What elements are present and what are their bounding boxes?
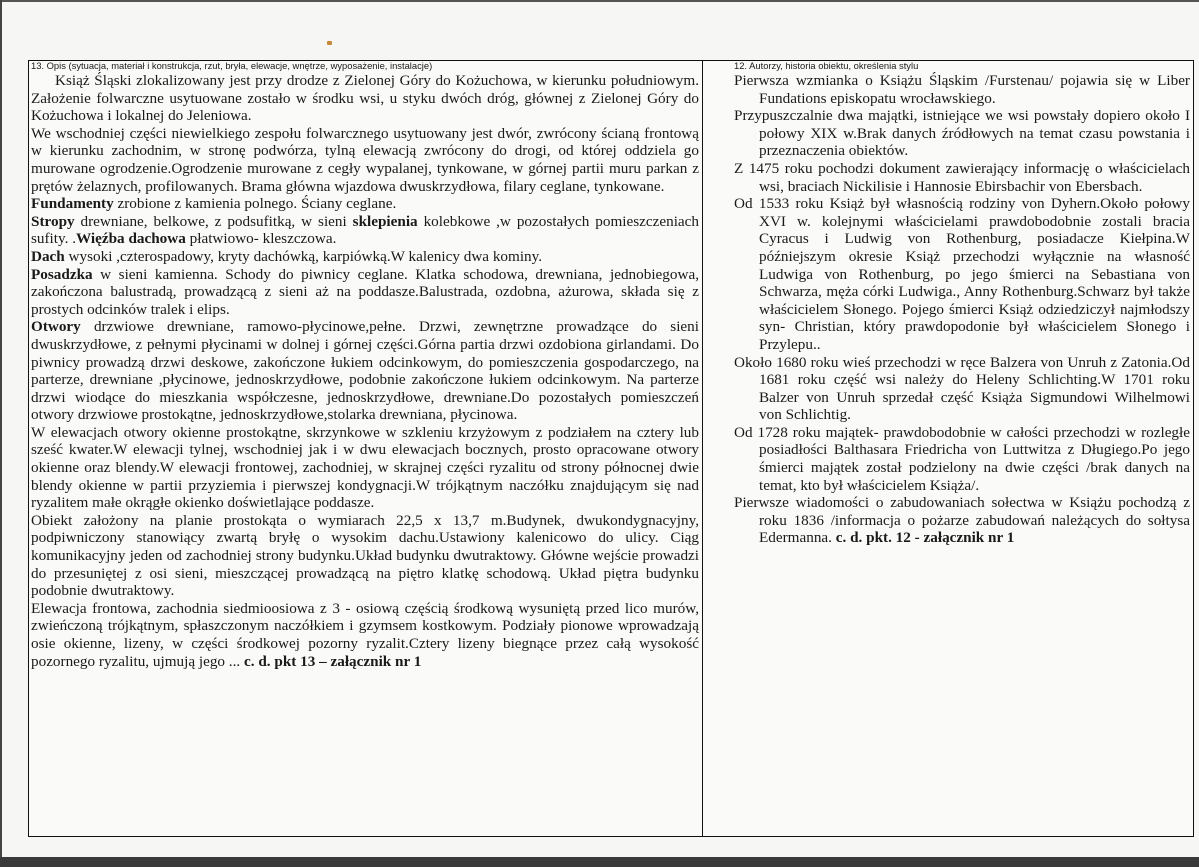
bold-term: Otwory <box>31 318 81 336</box>
scan-mark <box>327 41 332 45</box>
paragraph <box>31 424 699 512</box>
text-run: płatwiowo- kleszczowa. <box>185 230 337 248</box>
text-run: Elewacja frontowa, zachodnia siedmioosiowa z 3 - osiową częścią środkową wysuniętą przed lico murów, zwieńczoną trójkątnym, spłaszczonym naczółkiem i gzymsem kostkowym. Podziały pionowe wprowadzają osie okienne, lizeny, w części środkowej pozorny ryzalit.Cztery lizeny biegnące przez całą wysokość pozornego ryzalitu, ujmują jego ... <box>31 599 699 670</box>
paragraph <box>31 512 699 600</box>
text-run: Pierwsza wzmianka o Książu Śląskim /Furstenau/ pojawia się w Liber Fundations episkopatu wrocławskiego. <box>734 72 1190 107</box>
history-column <box>734 60 1190 547</box>
text-run: wysoki ,czterospadowy, kryty dachówką, karpiówką.W kalenicy dwa kominy. <box>64 247 543 265</box>
paragraph <box>31 318 699 424</box>
text-run: Około 1680 roku wieś przechodzi w ręce Balzera von Unruh z Zatonia.Od 1681 roku część wsi należy do Heleny Schlichting.W 1701 roku Balzer von Unruh sprzedał część Książa Sigmundowi Wilhelmowi von Schlichtig. <box>734 353 1190 424</box>
bold-term: Stropy <box>31 212 75 230</box>
text-run: drewniane, belkowe, z podsufitką, w sieni <box>74 212 353 230</box>
bold-term: Fundamenty <box>31 195 114 213</box>
paragraph <box>31 600 699 670</box>
text-run: kolebkowe ,w pozostałych pomieszczeniach sufity. . <box>31 212 700 248</box>
text-run: Od 1533 roku Książ był własnością rodziny von Dyhern.Około połowy XVI w. kolejnymi właścicielami prawdobodobnie zostali bracia Cyracus i Ludwig von Rothenburg, posiadacze Kiełpina.W późniejszym okresie Książ przechodzi wyłącznie na własność Ludwiga von Rothenburg, po jego śmierci na Sebastiana von Schwarza, męża córki Ludwiga., Anny Rothenburg.Schwarz był także właścicielem Słonego. Pojego śmierci Książ odziedziczył najmłodszy syn- Christian, który prawdopodonie był właścicielem Słonego i Przylepu.. <box>734 195 1190 353</box>
paragraph <box>31 266 699 319</box>
text-run: Przypuszczalnie dwa majątki, istniejące we wsi powstały dopiero około I połowy XIX w.Brak danych źródłowych na temat czasu powstania i przeznaczenia obiektów. <box>734 107 1190 160</box>
paragraph <box>734 160 1190 195</box>
text-run: We wschodniej części niewielkiego zespołu folwarcznego usytuowany jest dwór, zwrócony ścianą frontową w kierunku zachodnim, w stronę podwórza, tylną elewacją zwrócony do drogi, od której oddziela go murowane ogrodzenie.Ogrodzenie murowane z cegły wypalanej, tynkowane, w górnej partii muru parkan z prętów żelaznych, profilowanych. Brama główna wjazdowa dwuskrzydłowa, filary ceglane, tynkowane. <box>31 124 699 195</box>
bold-term: Więźba dachowa <box>76 230 186 248</box>
paragraph <box>31 72 699 125</box>
text-run: W elewacjach otwory okienne prostokątne, skrzynkowe w szkleniu krzyżowym z podziałem na cztery lub sześć kwater.W elewacji tylnej, wschodniej jak i w dwu elewacjach bocznych, prosto opracowane otwory okienne oraz blendy.W elewacji frontowej, zachodniej, w skrajnej części ryzalitu od strony północnej dwie blendy okienne w partii przyziemia i pierwszej kondygnacji.W trójkątnym naczółku znajdującym się nad ryzalitem małe okrągłe okienko doświetlające poddasze. <box>31 423 699 512</box>
bold-term: Posadzka <box>31 265 93 283</box>
bold-term: c. d. pkt 13 – załącznik nr 1 <box>244 652 422 670</box>
description-header: 13. Opis (sytuacja, materiał i konstrukcja, rzut, bryła, elewacje, wnętrze, wyposażenie, instalacje) <box>31 60 433 71</box>
scan-edge-top <box>0 0 1199 2</box>
paragraph <box>734 72 1190 107</box>
paragraph <box>734 354 1190 424</box>
paragraph <box>734 424 1190 494</box>
paragraph <box>31 125 699 195</box>
paragraph <box>734 107 1190 160</box>
paragraph <box>734 195 1190 353</box>
bold-term: sklepienia <box>352 212 418 230</box>
paragraph <box>31 248 699 266</box>
text-run: w sieni kamienna. Schody do piwnicy ceglane. Klatka schodowa, drewniana, jednobiegowa, zakończona balustradą, prowadzącą z sieni aż na poddasze.Balustrada, ozdobna, ażurowa, składa się z prostych odcinków tralek i elips. <box>31 265 699 318</box>
text-run: Pierwsze wiadomości o zabudowaniach sołectwa w Książu pochodzą z roku 1836 /informacja o pożarze zabudowań należących do sołtysa Edermanna. <box>734 494 1190 547</box>
text-run: Od 1728 roku majątek- prawdobodobnie w całości przechodzi w rozległe posiadłości Balthasara Friedricha von Luttwitza z Długiego.Po jego śmierci majątek został podzielony na dwie części /brak danych na temat, kto był właścicielem Książa/. <box>734 423 1190 494</box>
paragraph <box>734 494 1190 547</box>
column-divider <box>702 60 703 837</box>
bold-term: c. d. pkt. 12 - załącznik nr 1 <box>835 529 1015 547</box>
text-run: zrobione z kamienia polnego. Ściany ceglane. <box>113 195 397 213</box>
history-header: 12. Autorzy, historia obiektu, określenia stylu <box>734 60 919 71</box>
text-run: Z 1475 roku pochodzi dokument zawierający informację o właścicielach wsi, braciach Nickilisie i Hannosie Ebirsbachir von Ebersbach. <box>734 159 1190 195</box>
text-run: Książ Śląski zlokalizowany jest przy drodze z Zielonej Góry do Kożuchowa, w kierunku południowym. Założenie folwarczne usytuowane zostało w środku wsi, u styku dwóch dróg, głównej z Zielonej Góry do Kożuchowa i lokalnej do Jeleniowa. <box>31 72 699 125</box>
paragraph <box>31 213 699 248</box>
text-run: drzwiowe drewniane, ramowo-płycinowe,pełne. Drzwi, zewnętrzne prowadzące do sieni dwuskrzydłowe, z pełnymi płycinami w dolnej i górnej części.Górna partia drzwi ozdobiona girlandami. Do piwnicy prowadzą drzwi deskowe, zakończone łukiem odcinkowym, do pomieszczenia gospodarczego, na parterze, drewniane ,płycinowe, jednoskrzydłowe, podobnie zakończone łukiem odcinkowym. Na parterze drzwi wiodące do mieszkania współczesne, jednoskrzydłowe, drewniane.Do pozostałych pomieszczeń otwory drzwiowe prostokątne, jednoskrzydłowe,stolarka drewniana, płycinowa. <box>31 318 699 424</box>
paragraph <box>31 195 699 213</box>
history-body <box>734 72 1190 547</box>
description-body <box>31 72 699 670</box>
text-run: Obiekt założony na planie prostokąta o wymiarach 22,5 x 13,7 m.Budynek, dwukondygnacyjny, podpiwniczony stanowiący zwartą bryłę o wysokim dachu.Ustawiony kalenicowo do ulicy. Ciąg komunikacyjny jeden od zachodniej strony budynku.Układ budynku dwutraktowy. Główne wejście prowadzi do przesuniętej z osi sieni, mieszczącej prowadzącą na piętro klatkę schodową. Układ piętra budynku podobnie dwutraktowy. <box>31 511 699 600</box>
scan-edge-left <box>0 0 2 867</box>
description-column <box>31 60 699 670</box>
scan-edge-bottom <box>0 857 1199 867</box>
bold-term: Dach <box>31 247 65 265</box>
